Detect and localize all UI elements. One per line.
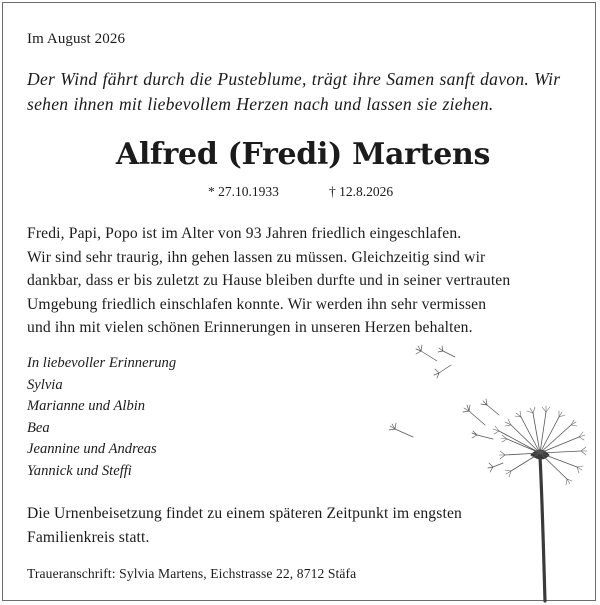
motto-line: Der Wind fährt durch die Pusteblume, trägt ihre Samen sanft davon. Wir [27, 69, 561, 89]
dandelion-icon [381, 333, 593, 603]
mourners-list [27, 353, 176, 483]
motto-verse [27, 67, 579, 117]
burial-note-line: Die Urnenbeisetzung findet zu einem späteren Zeitpunkt im engsten [27, 505, 462, 522]
mourner-name: Yannick und Steffi [27, 462, 132, 479]
announcement-line: Fredi, Papi, Popo ist im Alter von 93 Jahren friedlich eingeschlafen. [27, 225, 462, 242]
mourners-heading: In liebevoller Erinnerung [27, 355, 177, 371]
deceased-name: Alfred (Fredi) Martens [115, 137, 491, 172]
burial-note-line: Familienkreis statt. [27, 528, 150, 546]
announcement-line: Umgebung friedlich einschlafen konnte. Wir werden ihn sehr vermissen [27, 295, 487, 313]
announcement-text [27, 222, 510, 340]
death-date: † 12.8.2026 [329, 184, 394, 199]
mourning-address: Traueranschrift: Sylvia Martens, Eichstrasse 22, 8712 Stäfa [27, 566, 357, 581]
birth-date: * 27.10.1933 [208, 184, 279, 199]
mourner-name: Bea [27, 419, 50, 436]
announcement-line: und ihn mit vielen schönen Erinnerungen in unseren Herzen behalten. [27, 319, 473, 337]
announcement-line: dankbar, dass er bis zuletzt zu Hause bleiben durfte und in seiner vertrauten [27, 272, 511, 290]
mourner-name: Jeannine und Andreas [27, 441, 157, 458]
mourner-name: Marianne und Albin [27, 398, 146, 415]
dateline: Im August 2026 [27, 31, 126, 47]
announcement-line: Wir sind sehr traurig, ihn gehen lassen zu müssen. Gleichzeitig sind wir [27, 248, 486, 266]
mourner-name: Sylvia [27, 376, 63, 393]
obituary-notice [2, 2, 596, 601]
motto-line: sehen ihnen mit liebevollem Herzen nach und lassen sie ziehen. [27, 94, 494, 114]
